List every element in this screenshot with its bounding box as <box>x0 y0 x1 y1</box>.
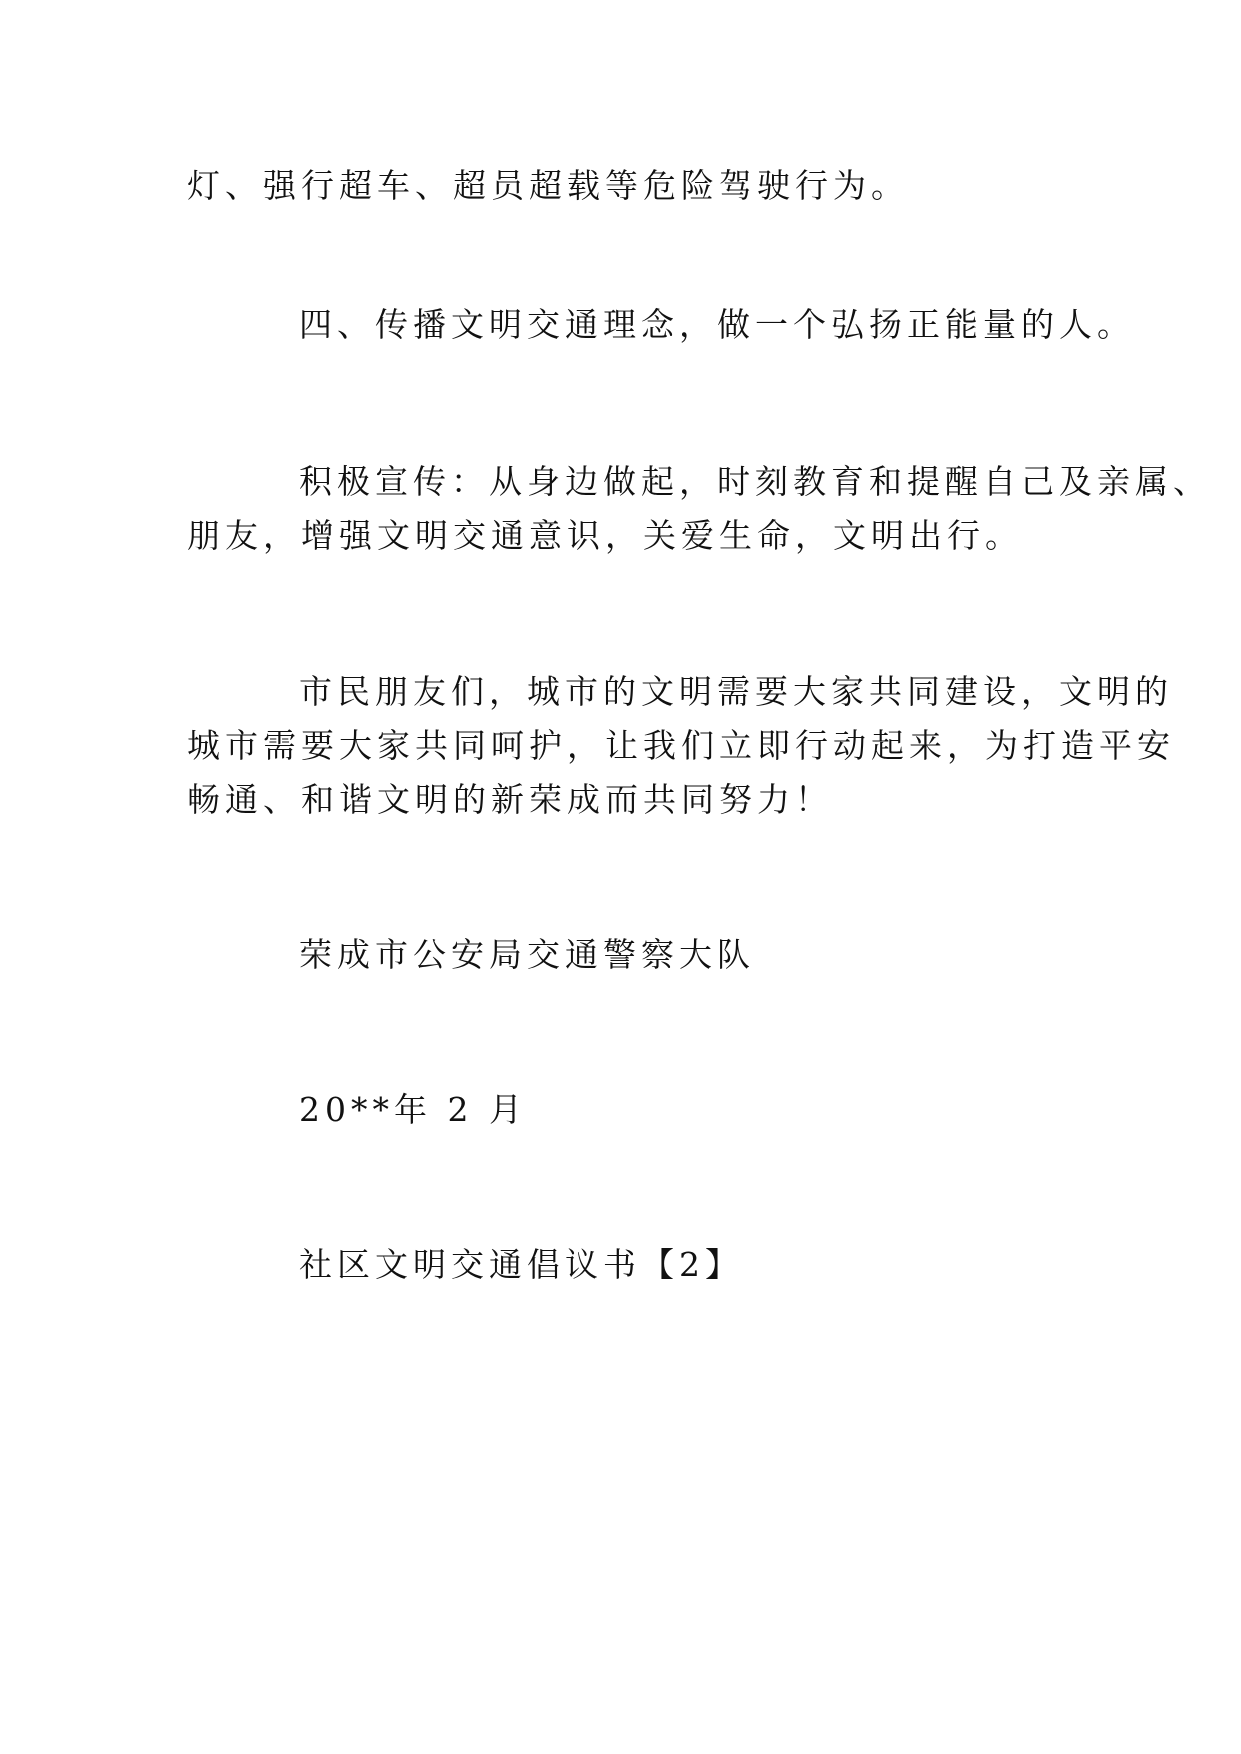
signature-date: 20**年 2 月 <box>299 1090 527 1129</box>
paragraph-continuation-line: 灯、强行超车、超员超载等危险驾驶行为。 <box>187 166 909 205</box>
signature-organization: 荣成市公安局交通警察大队 <box>299 935 755 974</box>
next-section-title: 社区文明交通倡议书【2】 <box>299 1245 743 1284</box>
appeal-paragraph-line-3: 畅通、和谐文明的新荣成而共同努力！ <box>187 780 833 819</box>
appeal-paragraph-line-2: 城市需要大家共同呵护，让我们立即行动起来，为打造平安 <box>187 726 1175 765</box>
appeal-paragraph-line-1: 市民朋友们，城市的文明需要大家共同建设，文明的 <box>299 672 1173 711</box>
section-four-heading: 四、传播文明交通理念，做一个弘扬正能量的人。 <box>299 305 1135 344</box>
promotion-paragraph-line-2: 朋友，增强文明交通意识，关爱生命，文明出行。 <box>187 516 1023 555</box>
promotion-paragraph-line-1: 积极宣传：从身边做起，时刻教育和提醒自己及亲属、 <box>299 462 1211 501</box>
